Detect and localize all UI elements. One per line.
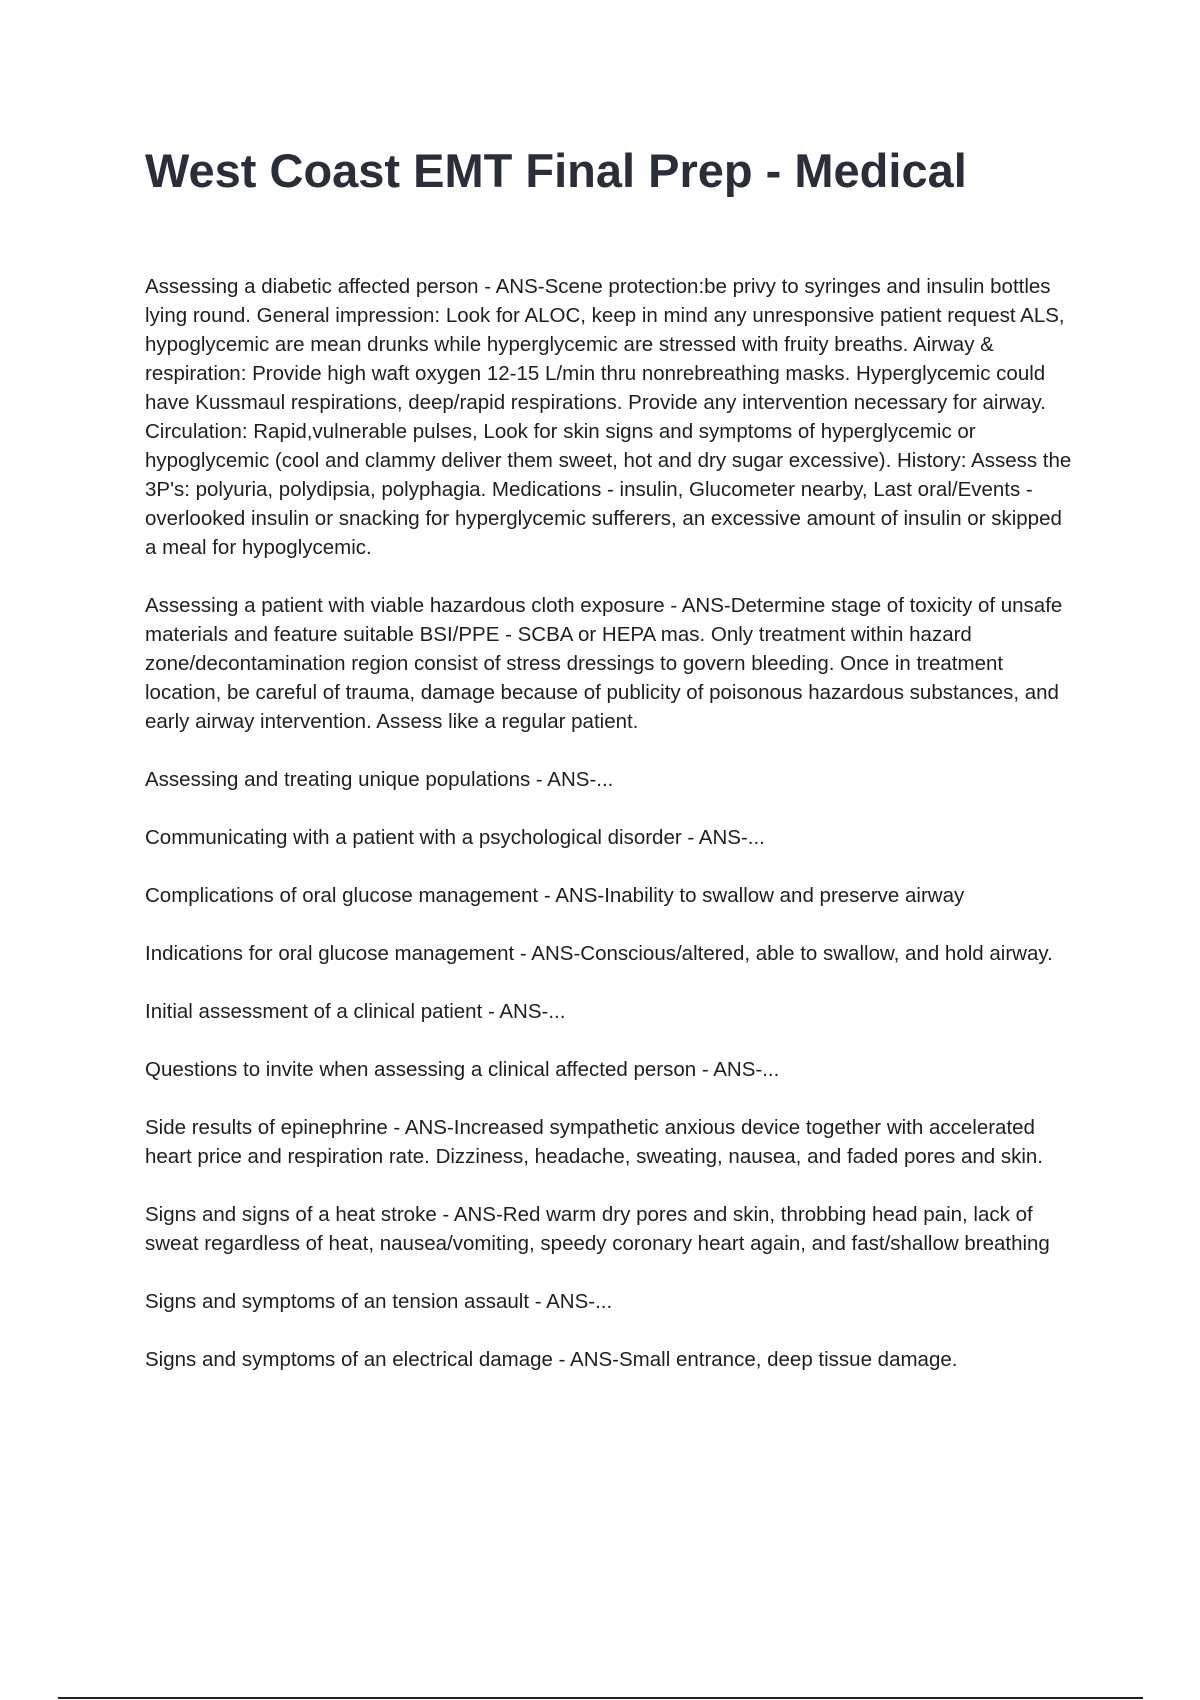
flashcard-entry-11: Signs and symptoms of an tension assault - ANS-... xyxy=(145,1290,613,1313)
flashcard-entry-6: Indications for oral glucose management - ANS-Conscious/altered, able to swallow, and hold airway. xyxy=(145,942,1053,965)
flashcard-entry-9: Side results of epinephrine - ANS-Increased sympathetic anxious device together with accelerated heart price and respiration rate. Dizziness, headache, sweating, nausea, and faded pores and skin. xyxy=(145,1116,1043,1168)
flashcard-entry-10: Signs and signs of a heat stroke - ANS-Red warm dry pores and skin, throbbing head pain, lack of sweat regardless of heat, nausea/vomiting, speedy coronary heart again, and fast/shallow breathing xyxy=(145,1203,1050,1255)
document-title: West Coast EMT Final Prep - Medical xyxy=(145,144,967,197)
flashcard-entry-8: Questions to invite when assessing a clinical affected person - ANS-... xyxy=(145,1058,780,1081)
flashcard-list xyxy=(145,272,1075,1403)
flashcard-entry-1: Assessing a diabetic affected person - ANS-Scene protection:be privy to syringes and insulin bottles lying round. General impression: Look for ALOC, keep in mind any unresponsive patient request ALS, hypoglycemic are mean drunks while hyperglycemic are stressed with fruity breaths. Airway & respiration: Provide high waft oxygen 12-15 L/min thru nonrebreathing masks. Hyperglycemic could have Kussmaul respirations, deep/rapid respirations. Provide any intervention necessary for airway. Circulation: Rapid,vulnerable pulses, Look for skin signs and symptoms of hyperglycemic or hypoglycemic (cool and clammy deliver them sweet, hot and dry sugar excessive). History: Assess the 3P's: polyuria, polydipsia, polyphagia. Medications - insulin, Glucometer nearby, Last oral/Events - overlooked insulin or snacking for hyperglycemic sufferers, an excessive amount of insulin or skipped a meal for hypoglycemic. xyxy=(145,275,1072,559)
flashcard-entry-2: Assessing a patient with viable hazardous cloth exposure - ANS-Determine stage of toxicity of unsafe materials and feature suitable BSI/PPE - SCBA or HEPA mas. Only treatment within hazard zone/decontamination region consist of stress dressings to govern bleeding. Once in treatment location, be careful of trauma, damage because of publicity of poisonous hazardous substances, and early airway intervention. Assess like a regular patient. xyxy=(145,594,1063,733)
flashcard-entry-3: Assessing and treating unique populations - ANS-... xyxy=(145,768,614,791)
page-bottom-divider xyxy=(58,1697,1143,1699)
flashcard-entry-12: Signs and symptoms of an electrical damage - ANS-Small entrance, deep tissue damage. xyxy=(145,1348,958,1371)
flashcard-entry-4: Communicating with a patient with a psychological disorder - ANS-... xyxy=(145,826,765,849)
flashcard-entry-5: Complications of oral glucose management - ANS-Inability to swallow and preserve airway xyxy=(145,884,965,907)
flashcard-entry-7: Initial assessment of a clinical patient - ANS-... xyxy=(145,1000,566,1023)
